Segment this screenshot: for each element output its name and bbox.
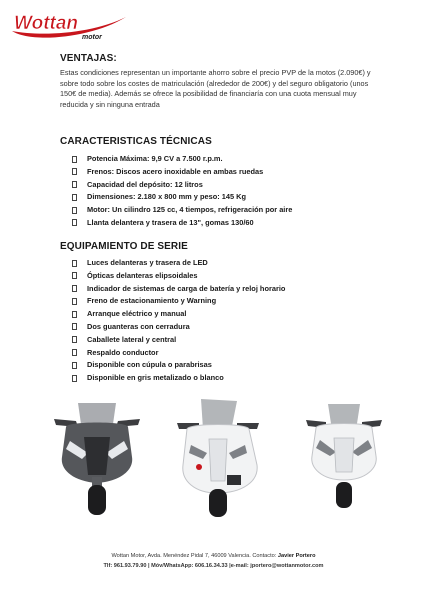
scooter-photo-grey-front — [52, 397, 142, 519]
list-item: Luces delanteras y trasera de LED — [72, 257, 285, 270]
logo-wordmark: Wottan — [14, 13, 79, 34]
caracteristicas-title: CARACTERISTICAS TÉCNICAS — [60, 136, 212, 147]
bullet-box-icon — [72, 285, 77, 292]
bullet-box-icon — [72, 298, 77, 305]
list-item: Indicador de sistemas de carga de batería y reloj horario — [72, 283, 285, 296]
footer-contact-line: Tlf: 961.93.79.90 | Móv/WhatsApp: 606.16.34.33 |e-mail: jportero@wottanmotor.com — [103, 563, 324, 569]
equipamiento-title: EQUIPAMIENTO DE SERIE — [60, 241, 188, 252]
list-item: Caballete lateral y central — [72, 334, 285, 347]
bullet-box-icon — [72, 194, 77, 201]
list-item: Disponible con cúpula o parabrisas — [72, 359, 285, 372]
ventajas-paragraph: Estas condiciones representan un importante ahorro sobre el precio PVP de la motos (2.090€) y sobre todo sobre los costes de matriculación (alrededor de 200€) y del seguro obligatorio (unos 150€ de media). Además se ofrece la posibilidad de financiaría con una cuota mensual muy reducida y sin ninguna entrada — [60, 68, 371, 109]
list-item: Freno de estacionamiento y Warning — [72, 295, 285, 308]
equipamiento-list — [72, 257, 285, 385]
list-item: Potencia Máxima: 9,9 CV a 7.500 r.p.m. — [72, 153, 292, 166]
bullet-box-icon — [72, 362, 77, 369]
bullet-box-icon — [72, 260, 77, 267]
bullet-box-icon — [72, 311, 77, 318]
bullet-box-icon — [72, 219, 77, 226]
list-item: Arranque eléctrico y manual — [72, 308, 285, 321]
bullet-box-icon — [72, 168, 77, 175]
list-item: Capacidad del depósito: 12 litros — [72, 179, 292, 192]
footer-address: Wottan Motor, Avda. Menéndez Pidal 7, 46009 Valencia. Contacto: Javier Portero — [111, 553, 316, 559]
scooter-photo-white-front — [304, 400, 384, 510]
bullet-box-icon — [72, 323, 77, 330]
bullet-box-icon — [72, 349, 77, 356]
list-item: Llanta delantera y trasera de 13", gomas 130/60 — [72, 217, 292, 230]
bullet-box-icon — [72, 375, 77, 382]
scooter-photo-white-angle — [173, 395, 263, 519]
bullet-box-icon — [72, 207, 77, 214]
list-item: Respaldo conductor — [72, 347, 285, 360]
list-item: Dos guanteras con cerradura — [72, 321, 285, 334]
wottan-motor-logo — [10, 9, 128, 41]
list-item: Disponible en gris metalizado o blanco — [72, 372, 285, 385]
list-item: Frenos: Discos acero inoxidable en ambas ruedas — [72, 166, 292, 179]
logo-submark: motor — [82, 34, 102, 41]
list-item: Motor: Un cilindro 125 cc, 4 tiempos, refrigeración por aire — [72, 204, 292, 217]
ventajas-title: VENTAJAS: — [60, 53, 117, 64]
caracteristicas-list — [72, 153, 292, 230]
bullet-box-icon — [72, 156, 77, 163]
bullet-box-icon — [72, 181, 77, 188]
bullet-box-icon — [72, 272, 77, 279]
list-item: Dimensiones: 2.180 x 800 mm y peso: 145 Kg — [72, 191, 292, 204]
bullet-box-icon — [72, 336, 77, 343]
footer-contact-name: Javier Portero — [277, 553, 316, 559]
list-item: Ópticas delanteras elipsoidales — [72, 270, 285, 283]
